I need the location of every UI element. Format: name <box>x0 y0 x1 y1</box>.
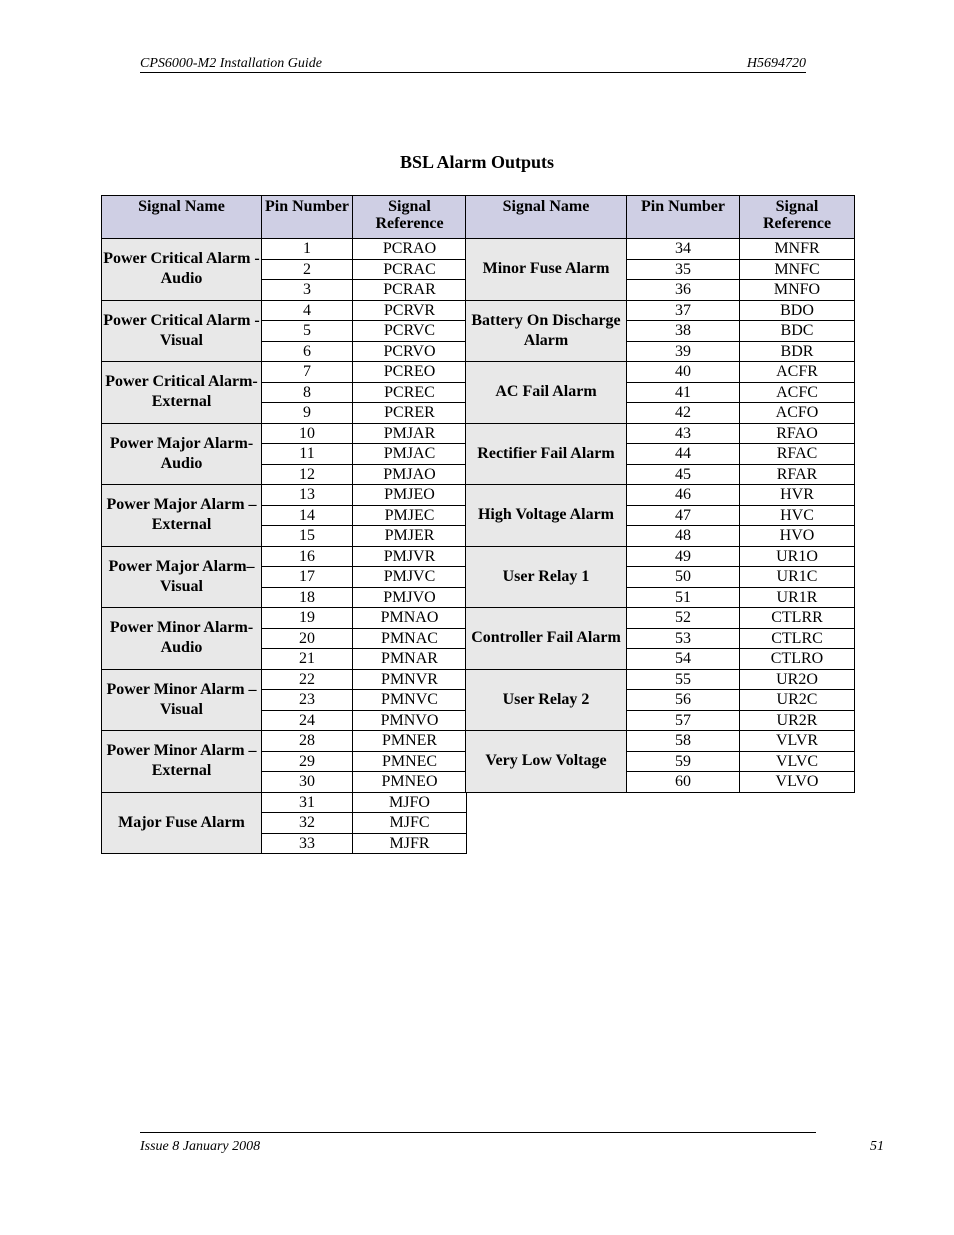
signal-name-cell: User Relay 1 <box>466 546 627 608</box>
signal-name-cell: Power Critical Alarm-External <box>102 362 262 424</box>
alarm-table-left <box>101 195 467 854</box>
signal-reference-cell: BDO <box>740 300 855 321</box>
pin-number-cell: 1 <box>262 239 353 260</box>
column-header-signal-name: Signal Name <box>466 196 627 239</box>
signal-reference-cell: PMJEC <box>353 505 467 526</box>
signal-name-cell: Power Minor Alarm –Visual <box>102 669 262 731</box>
header-guide-title: CPS6000-M2 Installation Guide <box>140 56 322 71</box>
table-row <box>466 608 855 629</box>
pin-number-cell: 12 <box>262 464 353 485</box>
table-row <box>102 239 467 260</box>
pin-number-cell: 22 <box>262 669 353 690</box>
pin-number-cell: 41 <box>627 382 740 403</box>
pin-number-cell: 52 <box>627 608 740 629</box>
pin-number-cell: 38 <box>627 321 740 342</box>
pin-number-cell: 2 <box>262 259 353 280</box>
signal-name-cell: Major Fuse Alarm <box>102 792 262 854</box>
pin-number-cell: 6 <box>262 341 353 362</box>
pin-number-cell: 29 <box>262 751 353 772</box>
signal-reference-cell: PMJVC <box>353 567 467 588</box>
pin-number-cell: 47 <box>627 505 740 526</box>
pin-number-cell: 37 <box>627 300 740 321</box>
signal-reference-cell: PMNER <box>353 731 467 752</box>
pin-number-cell: 13 <box>262 485 353 506</box>
signal-reference-cell: VLVO <box>740 772 855 793</box>
pin-number-cell: 54 <box>627 649 740 670</box>
header-doc-number: H5694720 <box>746 56 806 71</box>
page-number: 51 <box>870 1139 884 1154</box>
signal-reference-cell: HVR <box>740 485 855 506</box>
signal-reference-cell: MNFC <box>740 259 855 280</box>
pin-number-cell: 42 <box>627 403 740 424</box>
signal-name-cell: Power Major Alarm-Audio <box>102 423 262 485</box>
pin-number-cell: 3 <box>262 280 353 301</box>
pin-number-cell: 19 <box>262 608 353 629</box>
pin-number-cell: 60 <box>627 772 740 793</box>
pin-number-cell: 10 <box>262 423 353 444</box>
signal-reference-cell: UR2C <box>740 690 855 711</box>
signal-reference-cell: PCRER <box>353 403 467 424</box>
pin-number-cell: 43 <box>627 423 740 444</box>
signal-reference-cell: PMJVO <box>353 587 467 608</box>
signal-reference-cell: ACFC <box>740 382 855 403</box>
table-row <box>102 731 467 752</box>
pin-number-cell: 48 <box>627 526 740 547</box>
pin-number-cell: 8 <box>262 382 353 403</box>
table-row <box>102 485 467 506</box>
table-row <box>466 669 855 690</box>
table-row <box>466 239 855 260</box>
pin-number-cell: 11 <box>262 444 353 465</box>
pin-number-cell: 33 <box>262 833 353 854</box>
signal-reference-cell: MNFR <box>740 239 855 260</box>
pin-number-cell: 45 <box>627 464 740 485</box>
pin-number-cell: 57 <box>627 710 740 731</box>
signal-reference-cell: PCREO <box>353 362 467 383</box>
pin-number-cell: 51 <box>627 587 740 608</box>
signal-reference-cell: PCREC <box>353 382 467 403</box>
pin-number-cell: 53 <box>627 628 740 649</box>
pin-number-cell: 35 <box>627 259 740 280</box>
pin-number-cell: 36 <box>627 280 740 301</box>
table-row <box>466 731 855 752</box>
table-row <box>102 423 467 444</box>
pin-number-cell: 14 <box>262 505 353 526</box>
pin-number-cell: 7 <box>262 362 353 383</box>
pin-number-cell: 15 <box>262 526 353 547</box>
signal-reference-cell: PMJEO <box>353 485 467 506</box>
pin-number-cell: 31 <box>262 792 353 813</box>
signal-reference-cell: PCRVR <box>353 300 467 321</box>
signal-name-cell: Power Minor Alarm –External <box>102 731 262 793</box>
signal-reference-cell: PMJVR <box>353 546 467 567</box>
pin-number-cell: 17 <box>262 567 353 588</box>
pin-number-cell: 55 <box>627 669 740 690</box>
pin-number-cell: 32 <box>262 813 353 834</box>
signal-reference-cell: PMNAR <box>353 649 467 670</box>
signal-name-cell: AC Fail Alarm <box>466 362 627 424</box>
signal-reference-cell: PMNAO <box>353 608 467 629</box>
signal-reference-cell: PMJAR <box>353 423 467 444</box>
signal-reference-cell: ACFO <box>740 403 855 424</box>
signal-reference-cell: MNFO <box>740 280 855 301</box>
signal-name-cell: Power Critical Alarm -Visual <box>102 300 262 362</box>
pin-number-cell: 39 <box>627 341 740 362</box>
signal-reference-cell: HVO <box>740 526 855 547</box>
table-row <box>102 546 467 567</box>
signal-reference-cell: CTLRC <box>740 628 855 649</box>
pin-number-cell: 44 <box>627 444 740 465</box>
signal-name-cell: Controller Fail Alarm <box>466 608 627 670</box>
table-row <box>102 362 467 383</box>
pin-number-cell: 30 <box>262 772 353 793</box>
column-header-signal-name: Signal Name <box>102 196 262 239</box>
signal-reference-cell: CTLRO <box>740 649 855 670</box>
pin-number-cell: 23 <box>262 690 353 711</box>
signal-reference-cell: VLVC <box>740 751 855 772</box>
pin-number-cell: 18 <box>262 587 353 608</box>
pin-number-cell: 21 <box>262 649 353 670</box>
table-row <box>466 300 855 321</box>
signal-reference-cell: PMNAC <box>353 628 467 649</box>
signal-reference-cell: CTLRR <box>740 608 855 629</box>
signal-reference-cell: ACFR <box>740 362 855 383</box>
signal-reference-cell: PCRVO <box>353 341 467 362</box>
pin-number-cell: 56 <box>627 690 740 711</box>
signal-reference-cell: MJFC <box>353 813 467 834</box>
signal-reference-cell: UR2R <box>740 710 855 731</box>
page-header <box>140 56 806 73</box>
column-header-signal-reference: Signal Reference <box>740 196 855 239</box>
pin-number-cell: 9 <box>262 403 353 424</box>
signal-reference-cell: PMNEC <box>353 751 467 772</box>
table-row <box>102 300 467 321</box>
pin-number-cell: 16 <box>262 546 353 567</box>
signal-reference-cell: UR1C <box>740 567 855 588</box>
alarm-table-right <box>465 195 855 793</box>
table-row <box>466 485 855 506</box>
signal-reference-cell: PMJAO <box>353 464 467 485</box>
signal-reference-cell: BDC <box>740 321 855 342</box>
signal-name-cell: Battery On Discharge Alarm <box>466 300 627 362</box>
signal-reference-cell: PMNVR <box>353 669 467 690</box>
pin-number-cell: 58 <box>627 731 740 752</box>
pin-number-cell: 28 <box>262 731 353 752</box>
signal-reference-cell: PCRAC <box>353 259 467 280</box>
footer-rule <box>140 1132 816 1133</box>
signal-reference-cell: PMJER <box>353 526 467 547</box>
signal-name-cell: High Voltage Alarm <box>466 485 627 547</box>
signal-name-cell: Rectifier Fail Alarm <box>466 423 627 485</box>
signal-reference-cell: UR2O <box>740 669 855 690</box>
signal-reference-cell: VLVR <box>740 731 855 752</box>
signal-name-cell: Power Major Alarm –External <box>102 485 262 547</box>
signal-name-cell: Very Low Voltage <box>466 731 627 793</box>
pin-number-cell: 20 <box>262 628 353 649</box>
pin-number-cell: 59 <box>627 751 740 772</box>
signal-reference-cell: RFAO <box>740 423 855 444</box>
pin-number-cell: 5 <box>262 321 353 342</box>
signal-reference-cell: PMJAC <box>353 444 467 465</box>
signal-reference-cell: UR1R <box>740 587 855 608</box>
pin-number-cell: 34 <box>627 239 740 260</box>
pin-number-cell: 4 <box>262 300 353 321</box>
pin-number-cell: 49 <box>627 546 740 567</box>
page-title: BSL Alarm Outputs <box>399 152 555 172</box>
signal-reference-cell: RFAR <box>740 464 855 485</box>
table-row <box>102 669 467 690</box>
table-row <box>466 546 855 567</box>
table-row <box>102 792 467 813</box>
footer-issue: Issue 8 January 2008 <box>140 1139 261 1154</box>
signal-name-cell: Power Major Alarm–Visual <box>102 546 262 608</box>
table-row <box>466 423 855 444</box>
column-header-signal-reference: Signal Reference <box>353 196 467 239</box>
signal-reference-cell: HVC <box>740 505 855 526</box>
signal-name-cell: User Relay 2 <box>466 669 627 731</box>
signal-reference-cell: UR1O <box>740 546 855 567</box>
signal-reference-cell: PMNVC <box>353 690 467 711</box>
table-row <box>466 362 855 383</box>
signal-name-cell: Minor Fuse Alarm <box>466 239 627 301</box>
signal-reference-cell: PCRVC <box>353 321 467 342</box>
signal-reference-cell: RFAC <box>740 444 855 465</box>
pin-number-cell: 46 <box>627 485 740 506</box>
pin-number-cell: 50 <box>627 567 740 588</box>
signal-reference-cell: PCRAR <box>353 280 467 301</box>
signal-reference-cell: PCRAO <box>353 239 467 260</box>
signal-reference-cell: PMNVO <box>353 710 467 731</box>
signal-reference-cell: PMNEO <box>353 772 467 793</box>
signal-name-cell: Power Minor Alarm-Audio <box>102 608 262 670</box>
pin-number-cell: 24 <box>262 710 353 731</box>
signal-reference-cell: MJFR <box>353 833 467 854</box>
column-header-pin-number: Pin Number <box>627 196 740 239</box>
pin-number-cell: 40 <box>627 362 740 383</box>
column-header-pin-number: Pin Number <box>262 196 353 239</box>
signal-reference-cell: BDR <box>740 341 855 362</box>
signal-reference-cell: MJFO <box>353 792 467 813</box>
table-row <box>102 608 467 629</box>
signal-name-cell: Power Critical Alarm -Audio <box>102 239 262 301</box>
